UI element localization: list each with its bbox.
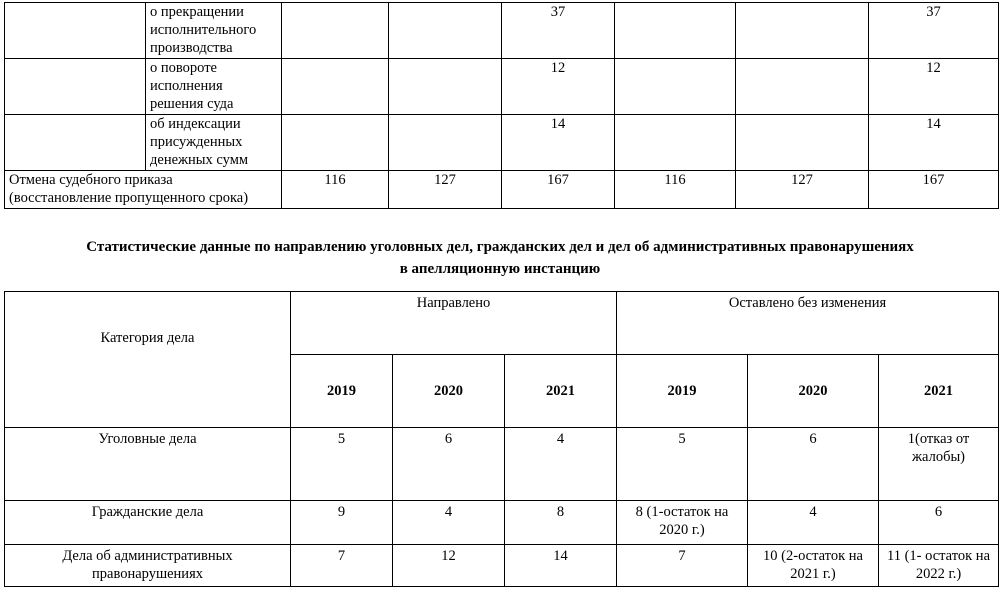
cell bbox=[615, 59, 736, 115]
cell: 167 bbox=[869, 171, 999, 209]
cell: 9 bbox=[291, 501, 393, 545]
cell bbox=[615, 115, 736, 171]
section-title-line2: в апелляционную инстанцию bbox=[399, 261, 601, 277]
cell bbox=[282, 59, 389, 115]
cell bbox=[736, 115, 869, 171]
year-header: 2020 bbox=[393, 355, 505, 428]
row-label: о повороте исполнения решения суда bbox=[146, 59, 282, 115]
cell bbox=[282, 115, 389, 171]
cell: 5 bbox=[617, 428, 748, 501]
header-row bbox=[5, 292, 999, 355]
table-row bbox=[5, 59, 999, 115]
category-cell: Уголовные дела bbox=[5, 428, 291, 501]
year-header: 2019 bbox=[291, 355, 393, 428]
cell: 6 bbox=[393, 428, 505, 501]
cell: 167 bbox=[502, 171, 615, 209]
cell: 1(отказ от жалобы) bbox=[879, 428, 999, 501]
cell: 116 bbox=[282, 171, 389, 209]
cell: 4 bbox=[748, 501, 879, 545]
top-table bbox=[4, 2, 999, 209]
cell: 11 (1- остаток на 2022 г.) bbox=[879, 545, 999, 587]
table-row-total bbox=[5, 171, 999, 209]
table-row bbox=[5, 545, 999, 587]
cell: 127 bbox=[736, 171, 869, 209]
cell: 37 bbox=[869, 3, 999, 59]
cell: 12 bbox=[393, 545, 505, 587]
table-row bbox=[5, 3, 999, 59]
category-cell: Дела об административных правонарушениях bbox=[5, 545, 291, 587]
category-header: Категория дела bbox=[5, 292, 291, 428]
cell: 116 bbox=[615, 171, 736, 209]
cell: 10 (2-остаток на 2021 г.) bbox=[748, 545, 879, 587]
cell: 4 bbox=[393, 501, 505, 545]
cell: 6 bbox=[879, 501, 999, 545]
row-label: Отмена судебного приказа (восстановление пропущенного срока) bbox=[5, 171, 282, 209]
year-header: 2019 bbox=[617, 355, 748, 428]
cell: 14 bbox=[869, 115, 999, 171]
cell: 5 bbox=[291, 428, 393, 501]
year-header: 2020 bbox=[748, 355, 879, 428]
section-title-line1: Статистические данные по направлению уголовных дел, гражданских дел и дел об административных правонарушениях bbox=[86, 239, 914, 255]
table-row bbox=[5, 501, 999, 545]
row-label: о прекращении исполнительного производства bbox=[146, 3, 282, 59]
cell bbox=[736, 3, 869, 59]
cell bbox=[389, 59, 502, 115]
cell: 6 bbox=[748, 428, 879, 501]
cell bbox=[615, 3, 736, 59]
cell bbox=[389, 115, 502, 171]
cell: 12 bbox=[869, 59, 999, 115]
cell: 127 bbox=[389, 171, 502, 209]
appeal-table bbox=[4, 291, 999, 587]
cell bbox=[389, 3, 502, 59]
cell: 14 bbox=[502, 115, 615, 171]
year-header: 2021 bbox=[505, 355, 617, 428]
section-title bbox=[0, 236, 1000, 280]
cell: 14 bbox=[505, 545, 617, 587]
year-header: 2021 bbox=[879, 355, 999, 428]
cell: 7 bbox=[291, 545, 393, 587]
cell bbox=[282, 3, 389, 59]
cell: 8 (1-остаток на 2020 г.) bbox=[617, 501, 748, 545]
cell: 7 bbox=[617, 545, 748, 587]
cell: 37 bbox=[502, 3, 615, 59]
table-row bbox=[5, 428, 999, 501]
cell: 12 bbox=[502, 59, 615, 115]
cell: 8 bbox=[505, 501, 617, 545]
group-header-sent: Направлено bbox=[291, 292, 617, 355]
cell bbox=[736, 59, 869, 115]
row-label: об индексации присужденных денежных сумм bbox=[146, 115, 282, 171]
table-row bbox=[5, 115, 999, 171]
cell: 4 bbox=[505, 428, 617, 501]
group-header-unchanged: Оставлено без изменения bbox=[617, 292, 999, 355]
category-cell: Гражданские дела bbox=[5, 501, 291, 545]
